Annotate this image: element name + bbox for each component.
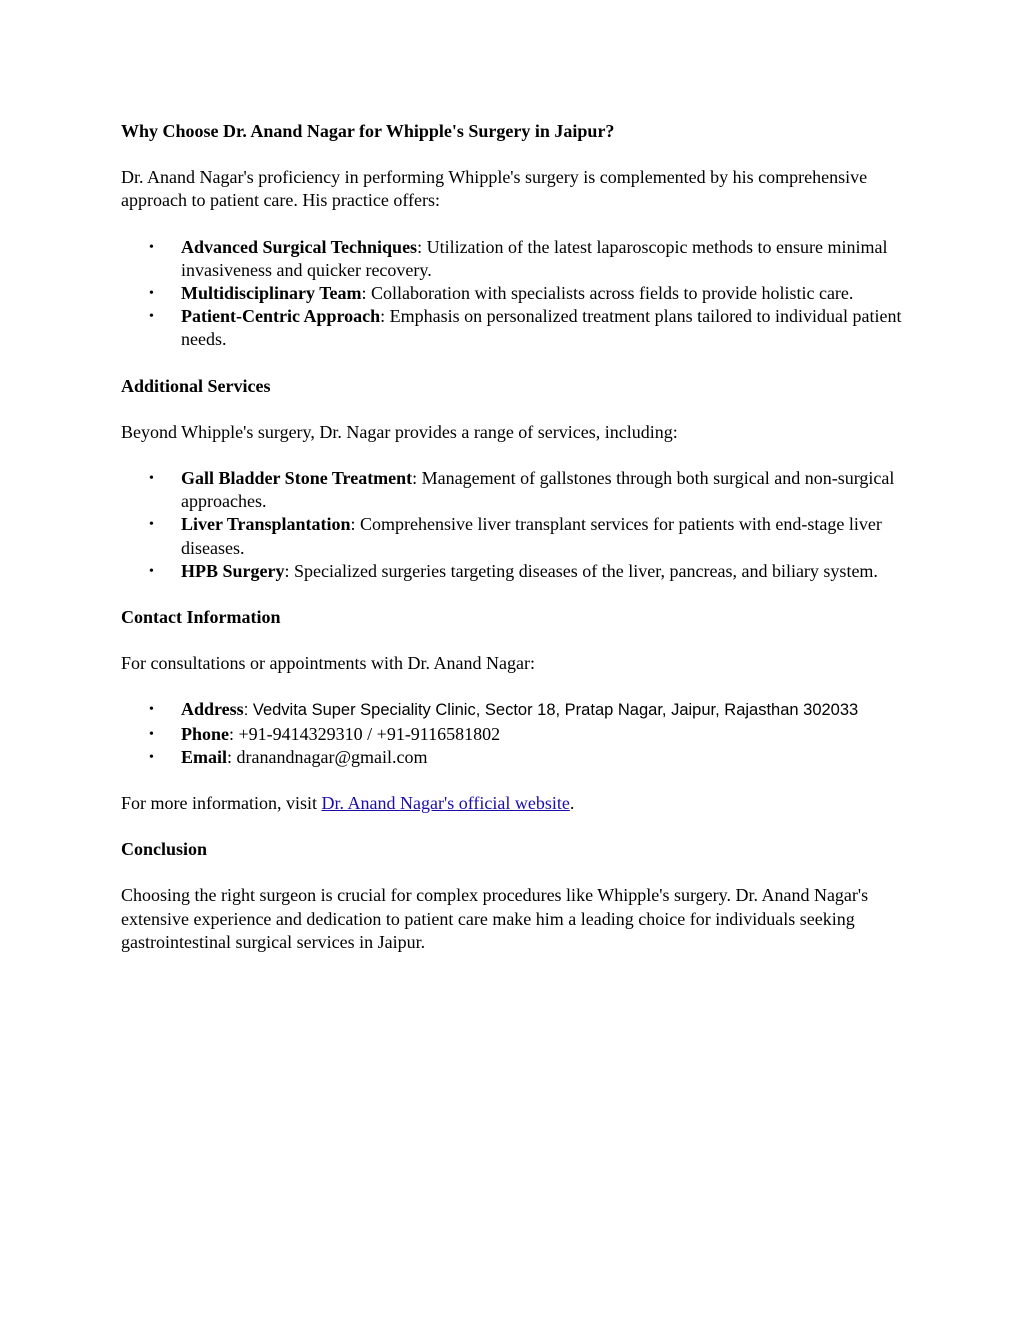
email-label: Email (181, 746, 228, 767)
list-item-desc: : Management of gallstones through both surgical and non-surgical approaches. (181, 468, 895, 512)
contact-email (149, 746, 911, 769)
bullet-icon: • (149, 471, 154, 487)
contact-list (121, 698, 911, 769)
conclusion-text: Choosing the right surgeon is crucial for complex procedures like Whipple's surgery. Dr. Anand Nagar's extensive experience and dedication to patient care make him a leading choice for individuals seeking gastrointestinal surgical services in Jaipur. (121, 885, 869, 952)
more-info-paragraph (121, 792, 911, 815)
list-item-desc: : Comprehensive liver transplant services for patients with end-stage liver diseases. (181, 514, 882, 558)
additional-services-heading: Additional Services (121, 375, 271, 396)
list-item (149, 282, 911, 305)
why-choose-list (121, 236, 911, 352)
address-value: : Vedvita Super Speciality Clinic, Sector 18, Pratap Nagar, Jaipur, Rajasthan 302033 (243, 701, 859, 720)
list-item-term: Gall Bladder Stone Treatment (181, 468, 413, 489)
why-choose-intro: Dr. Anand Nagar's proficiency in performing Whipple's surgery is complemented by his comprehensive approach to patient care. His practice offers: (121, 167, 868, 211)
address-label: Address (181, 699, 244, 720)
contact-address (149, 698, 911, 722)
additional-services-list (121, 467, 911, 583)
contact-phone (149, 723, 911, 746)
bullet-icon: • (149, 702, 154, 718)
list-item-desc: : Emphasis on personalized treatment plans tailored to individual patient needs. (181, 306, 902, 350)
list-item (149, 467, 911, 513)
bullet-icon: • (149, 749, 154, 765)
contact-heading: Contact Information (121, 607, 281, 628)
bullet-icon: • (149, 239, 154, 255)
bullet-icon: • (149, 726, 154, 742)
list-item-desc: : Utilization of the latest laparoscopic methods to ensure minimal invasiveness and quicker recovery. (181, 236, 888, 280)
bullet-icon: • (149, 286, 154, 302)
document-page (121, 120, 911, 977)
list-item (149, 305, 911, 351)
additional-services-intro: Beyond Whipple's surgery, Dr. Nagar provides a range of services, including: (121, 421, 678, 442)
list-item-term: Patient-Centric Approach (181, 306, 381, 327)
more-info-suffix: . (569, 793, 575, 814)
phone-label: Phone (181, 723, 230, 744)
list-item-desc: : Collaboration with specialists across fields to provide holistic care. (361, 283, 854, 304)
list-item-term: HPB Surgery (181, 560, 285, 581)
list-item-term: Advanced Surgical Techniques (181, 236, 418, 257)
bullet-icon: • (149, 309, 154, 325)
why-choose-heading: Why Choose Dr. Anand Nagar for Whipple's Surgery in Jaipur? (121, 121, 615, 141)
official-website-link[interactable]: Dr. Anand Nagar's official website (321, 793, 570, 814)
bullet-icon: • (149, 563, 154, 579)
bullet-icon: • (149, 517, 154, 533)
list-item (149, 513, 911, 559)
list-item-term: Multidisciplinary Team (181, 283, 362, 304)
conclusion-heading: Conclusion (121, 839, 208, 860)
list-item-term: Liver Transplantation (181, 514, 351, 535)
more-info-prefix: For more information, visit (121, 793, 322, 814)
list-item (149, 236, 911, 282)
contact-intro: For consultations or appointments with Dr. Anand Nagar: (121, 653, 535, 674)
list-item-desc: : Specialized surgeries targeting diseases of the liver, pancreas, and biliary system. (284, 560, 878, 581)
list-item (149, 560, 911, 583)
phone-value: : +91-9414329310 / +91-9116581802 (229, 723, 501, 744)
email-value: : dranandnagar@gmail.com (227, 746, 428, 767)
